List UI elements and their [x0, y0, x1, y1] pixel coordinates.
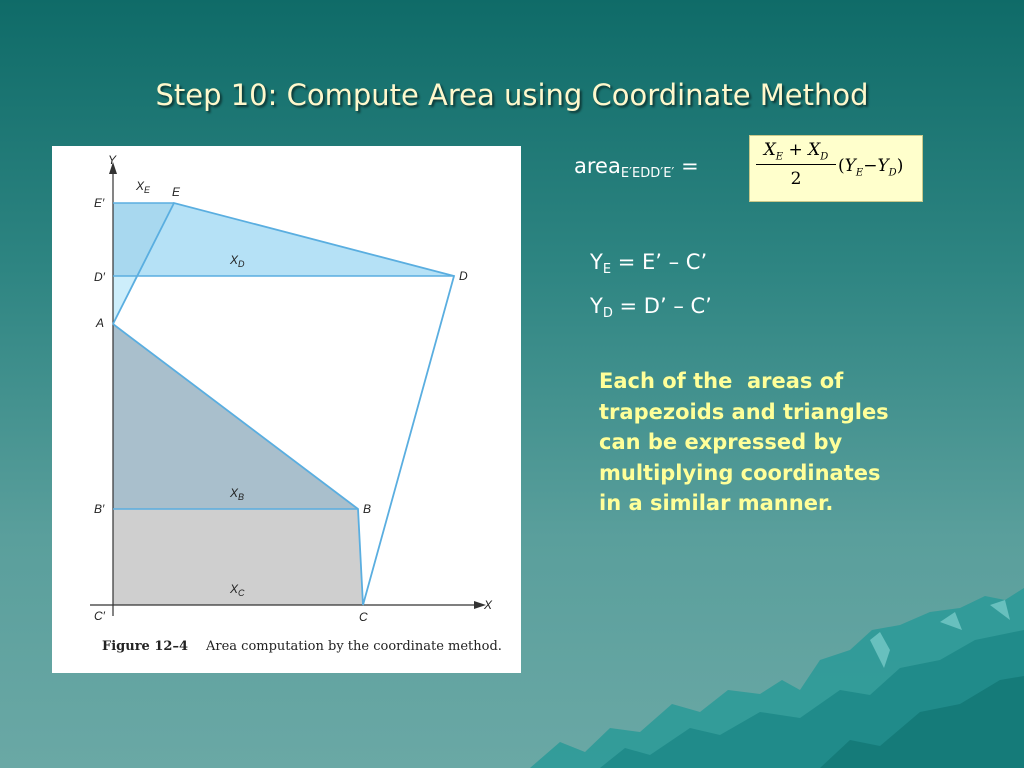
figure-caption-text: Area computation by the coordinate method.	[206, 639, 502, 654]
label-b-prime: B′	[94, 502, 105, 516]
slide-title: Step 10: Compute Area using Coordinate Method	[155, 78, 869, 112]
coordinate-method-diagram	[52, 146, 521, 673]
label-e-prime: E′	[94, 196, 105, 210]
label-d-prime: D′	[94, 270, 105, 284]
equation-yd: $Y_D = D$’ – C’	[590, 294, 712, 321]
explanation-text	[599, 366, 989, 519]
label-xe: $X_E$	[136, 179, 151, 195]
formula-box	[749, 135, 923, 202]
formula-lhs	[574, 154, 699, 181]
x-axis-label: X	[484, 598, 493, 612]
formula-equals: =	[681, 154, 699, 178]
explanation-line: trapezoids and triangles	[599, 399, 889, 424]
label-a: A	[96, 316, 105, 330]
figure-caption	[102, 639, 502, 654]
formula-fraction	[756, 140, 836, 189]
explanation-line: in a similar manner.	[599, 491, 834, 515]
formula-denominator: 2	[790, 169, 802, 190]
formula-area-word: area	[574, 154, 621, 178]
label-c-prime: C′	[94, 609, 105, 623]
figure-caption-label: Figure 12–4	[102, 639, 188, 654]
label-e: E	[172, 185, 181, 199]
label-xc: $X_C$	[230, 582, 245, 598]
explanation-line: can be expressed by	[599, 430, 843, 454]
label-b: B	[363, 502, 372, 516]
label-xb: $X_B$	[230, 486, 245, 502]
trapezoid-ed-fill	[113, 203, 454, 276]
explanation-line: multiplying coordinates	[599, 460, 881, 485]
explanation-line: Each of the areas of	[599, 369, 844, 393]
label-c: C	[359, 610, 368, 624]
formula-parenthetical: $(Y_E-Y_D)$	[838, 156, 904, 179]
formula-numerator: $X_E + X_D$	[756, 140, 836, 165]
figure-diagram	[52, 146, 521, 673]
label-xd: $X_D$	[230, 253, 245, 269]
label-d: D	[459, 269, 468, 283]
y-axis-label: Y	[108, 153, 117, 167]
equation-ye: $Y_E = E$’ – C’	[590, 250, 708, 277]
formula-area-subscript: E′EDD′E′	[620, 166, 675, 181]
